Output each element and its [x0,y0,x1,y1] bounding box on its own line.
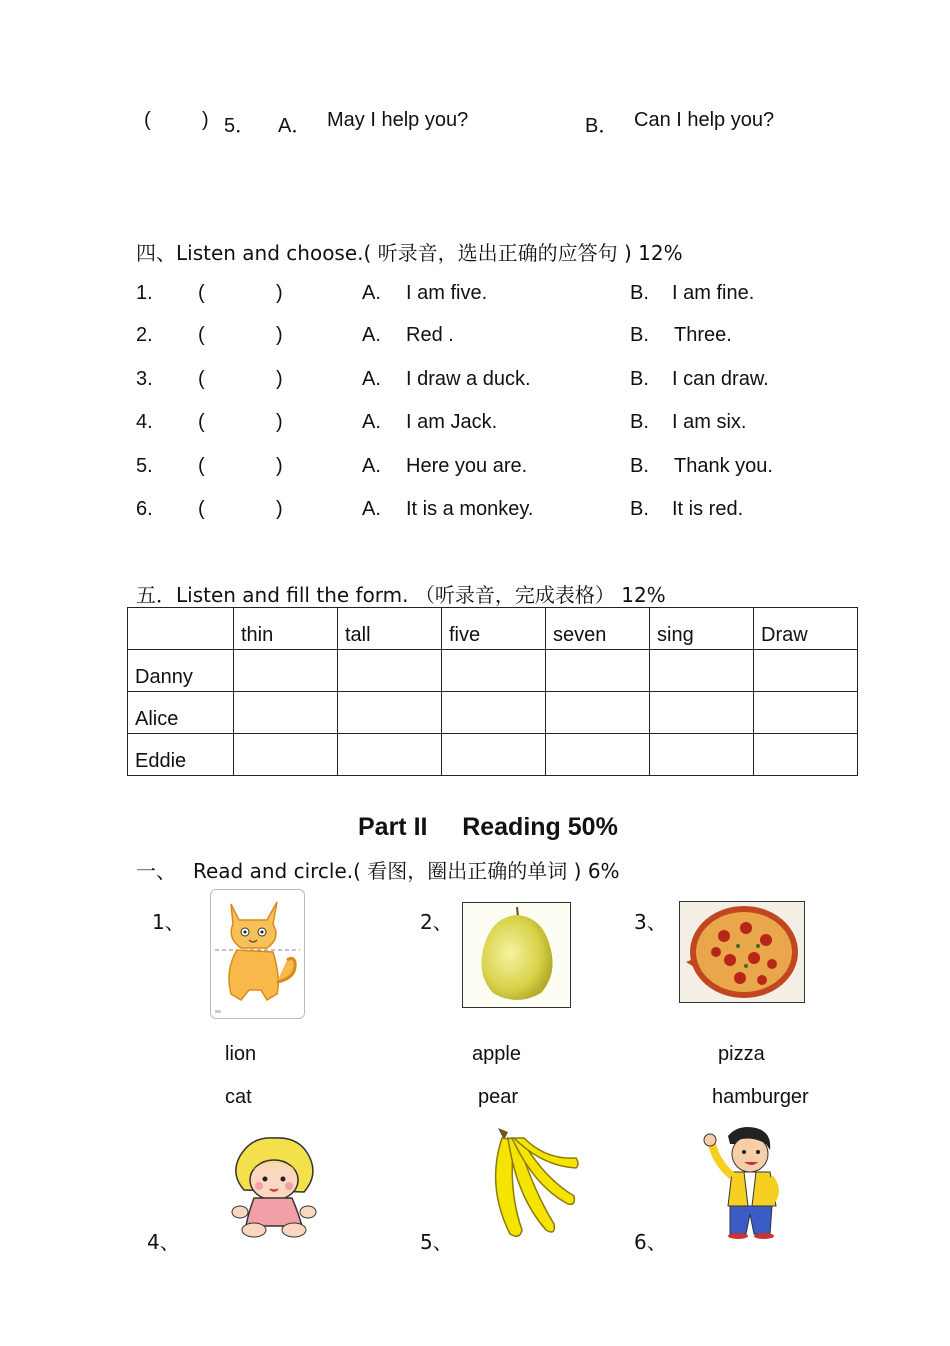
answer-cell[interactable] [234,692,338,734]
option-a-label: A. [362,411,381,433]
option-a-text: I draw a duck. [406,368,531,390]
table-header-cell: sing [650,608,754,650]
option-a-text: I am Jack. [406,411,498,433]
answer-cell[interactable] [234,734,338,776]
option-b-text: I can draw. [672,368,769,390]
item-number-4: 4、 [147,1230,180,1254]
answer-paren-close[interactable]: ) [276,455,283,477]
item-number-5: 5、 [420,1230,453,1254]
doll-picture-icon [226,1134,320,1238]
option-a-text: May I help you? [327,109,469,131]
option-a-label: A. [362,368,381,390]
option-a-label: A. [362,282,381,304]
table-header-row [128,608,858,650]
option-a-label: A． [278,115,312,137]
fill-form-table [127,607,858,776]
table-header-cell: Draw [754,608,858,650]
option-b-label: B． [585,115,619,137]
answer-paren-open[interactable]: ( [198,282,205,304]
answer-cell[interactable] [754,692,858,734]
answer-paren-close[interactable]: ) [276,368,283,390]
option-b-label: B. [630,411,649,433]
answer-cell[interactable] [754,734,858,776]
section4-title: 四、Listen and choose.( 听录音，选出正确的应答句 ) 12% [136,241,683,265]
option-b-label: B. [630,368,649,390]
item-number-1: 1、 [152,910,185,934]
answer-cell[interactable] [442,650,546,692]
question-number: 1. [136,282,153,304]
table-header-cell: thin [234,608,338,650]
row-name-cell: Alice [128,692,234,734]
answer-cell[interactable] [650,734,754,776]
question-number: 2. [136,324,153,346]
question-number: 3. [136,368,153,390]
item-number-6: 6、 [634,1230,667,1254]
word-option[interactable]: lion [225,1043,257,1065]
answer-cell[interactable] [650,692,754,734]
boy-picture-icon [700,1122,786,1240]
row-name-cell: Eddie [128,734,234,776]
cat-picture-icon [210,889,305,1019]
section5-title: 五．Listen and fill the form. （听录音，完成表格） 12% [136,583,666,607]
option-b-label: B. [630,324,649,346]
option-b-text: Can I help you? [634,109,775,131]
answer-paren-close: ) [202,109,209,131]
option-b-text: Thank you. [674,455,773,477]
table-header-cell [128,608,234,650]
question-number: 5. [136,455,153,477]
question-number: 5． [224,115,256,137]
table-header-cell: seven [546,608,650,650]
answer-paren-open[interactable]: ( [198,411,205,433]
option-b-text: It is red. [672,498,744,520]
answer-paren-close[interactable]: ) [276,411,283,433]
answer-cell[interactable] [442,734,546,776]
table-row [128,692,858,734]
answer-cell[interactable] [234,650,338,692]
word-option[interactable]: pear [478,1086,519,1108]
word-option[interactable]: cat [225,1086,252,1108]
answer-paren-close[interactable]: ) [276,282,283,304]
pear-picture-icon [462,902,571,1008]
option-b-label: B. [630,498,649,520]
option-a-label: A. [362,498,381,520]
answer-cell[interactable] [546,692,650,734]
table-header-cell: five [442,608,546,650]
item-number-2: 2、 [420,910,453,934]
answer-cell[interactable] [754,650,858,692]
option-b-text: Three. [674,324,732,346]
question-number: 6. [136,498,153,520]
answer-cell[interactable] [338,734,442,776]
table-header-cell: tall [338,608,442,650]
answer-cell[interactable] [442,692,546,734]
answer-paren-open[interactable]: ( [198,498,205,520]
answer-cell[interactable] [650,650,754,692]
option-b-label: B. [630,455,649,477]
word-option[interactable]: pizza [718,1043,765,1065]
answer-cell[interactable] [546,650,650,692]
table-row [128,734,858,776]
option-a-text: I am five. [406,282,488,304]
answer-paren-open: ( [144,109,151,131]
answer-cell[interactable] [338,650,442,692]
item-number-3: 3、 [634,910,667,934]
option-a-text: It is a monkey. [406,498,534,520]
section1-title: Read and circle.( 看图，圈出正确的单词 ) 6% [193,859,620,883]
banana-picture-icon [486,1126,580,1242]
part2-title: Part II Reading 50% [358,813,618,841]
answer-paren-close[interactable]: ) [276,498,283,520]
answer-cell[interactable] [338,692,442,734]
pizza-picture-icon [679,901,805,1003]
option-a-text: Red . [406,324,454,346]
option-b-text: I am six. [672,411,747,433]
option-a-label: A. [362,324,381,346]
option-b-label: B. [630,282,649,304]
answer-cell[interactable] [546,734,650,776]
word-option[interactable]: apple [472,1043,521,1065]
option-a-text: Here you are. [406,455,528,477]
answer-paren-close[interactable]: ) [276,324,283,346]
table-row [128,650,858,692]
row-name-cell: Danny [128,650,234,692]
question-number: 4. [136,411,153,433]
answer-paren-open[interactable]: ( [198,368,205,390]
option-b-text: I am fine. [672,282,755,304]
answer-paren-open[interactable]: ( [198,455,205,477]
option-a-label: A. [362,455,381,477]
section1-number: 一、 [136,859,176,883]
word-option[interactable]: hamburger [712,1086,809,1108]
answer-paren-open[interactable]: ( [198,324,205,346]
